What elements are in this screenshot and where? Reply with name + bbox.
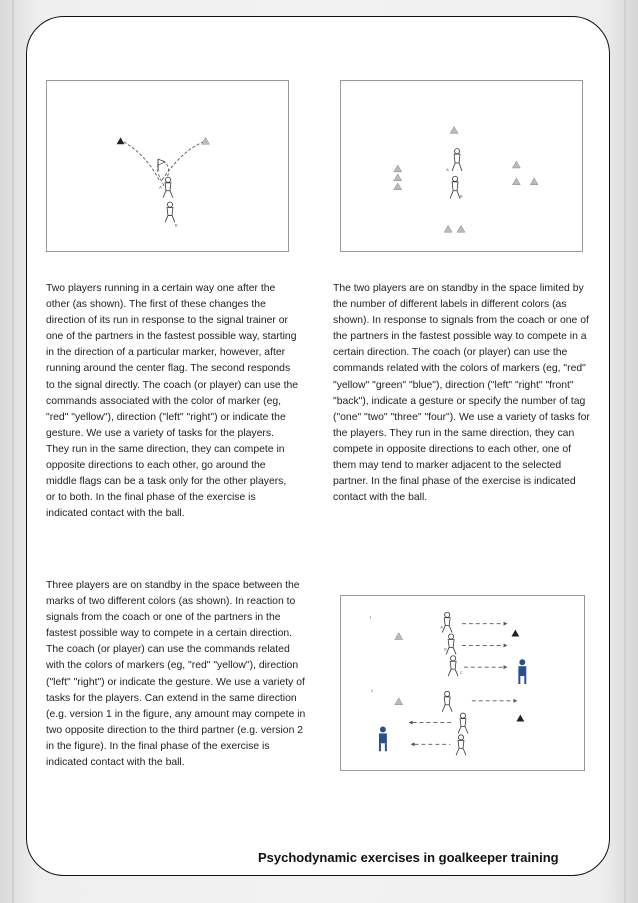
figure-label-c: C — [460, 670, 463, 676]
version-1-label: 1 — [369, 614, 372, 620]
page-fold-right — [624, 0, 626, 903]
exercise-1-description: Two players running in a certain way one after the other (as shown). The first of these changes the direction of its run in response to the signal trainer or one of the partners in the fastest possible way, starting in the direction of a particular marker, however, after running around the center flag. The second responds to the signal directly. The coach (or player) can use the commands associated with the color of marker (eg, "red" "yellow"), direction ("left" "right") or indicate the gesture. We use a variety of tasks for the players. They run in the same direction, they can compete in opposite directions to each other, go around the middle flags can be a task only for the other players, or to both. In the final phase of the exercise is indicated contact with the ball. — [46, 283, 299, 520]
player-a — [452, 149, 462, 171]
exercise-3-description: Three players are on standby in the space between the marks of two different colors (as shown). In reaction to signals from the coach or one of the partners in the fastest possible way to compete in a certain direction. The coach (or player) can use the commands related with the colors of markers (eg, "red" "yellow"), direction ("left" "right") or indicate the gesture. We use a variety of tasks for the players. Can extend in the same direction (e.g. version 1 in the figure, any amount may compete in two opposite direction to the third partner (e.g. version 2 in the figure). In the final phase of the exercise is indicated contact with the ball. — [46, 580, 306, 769]
coach-version-1 — [518, 659, 526, 684]
figure-label-b: B — [444, 646, 447, 652]
figure-label-b: B — [460, 193, 463, 199]
center-flag — [158, 159, 165, 171]
version-2-label: 2 — [371, 687, 374, 693]
page-fold-left — [12, 0, 14, 903]
figure-label-a: A — [446, 166, 449, 172]
exercise-1-figure — [46, 80, 289, 252]
player-b — [165, 202, 175, 222]
figure-label-a: A — [159, 184, 162, 190]
footer-title: Psychodynamic exercises in goalkeeper training — [258, 850, 559, 865]
marker-light — [202, 137, 210, 144]
marker-dark — [117, 137, 125, 144]
run-path-left — [121, 140, 160, 180]
player-a — [163, 177, 173, 197]
exercise-2-figure — [340, 80, 583, 252]
exercise-2-description: The two players are on standby in the space limited by the number of different labels in different colors (as shown). In response to signals from the coach or one of the partners in the fastest possible way to compete in a certain direction. The coach (or player) can use the commands related with the colors of markers (eg, "red" "yellow" "green" "blue"), direction ("left" "right" "front" "back"), indicate a gesture or specify the number of tag ("one" "two" "three" "four"). We use a variety of tasks for the players. They run in the same direction, they can compete in opposite directions to each other, one of them may tend to marker adjacent to the selected partner. In the final phase of the exercise is indicated contact with the ball. — [333, 283, 590, 504]
coach-version-2 — [379, 727, 387, 752]
player-b — [450, 176, 460, 198]
figure-label-a: A — [440, 624, 443, 630]
figure-label-b: B — [174, 222, 178, 228]
exercise-3-figure — [340, 595, 585, 771]
